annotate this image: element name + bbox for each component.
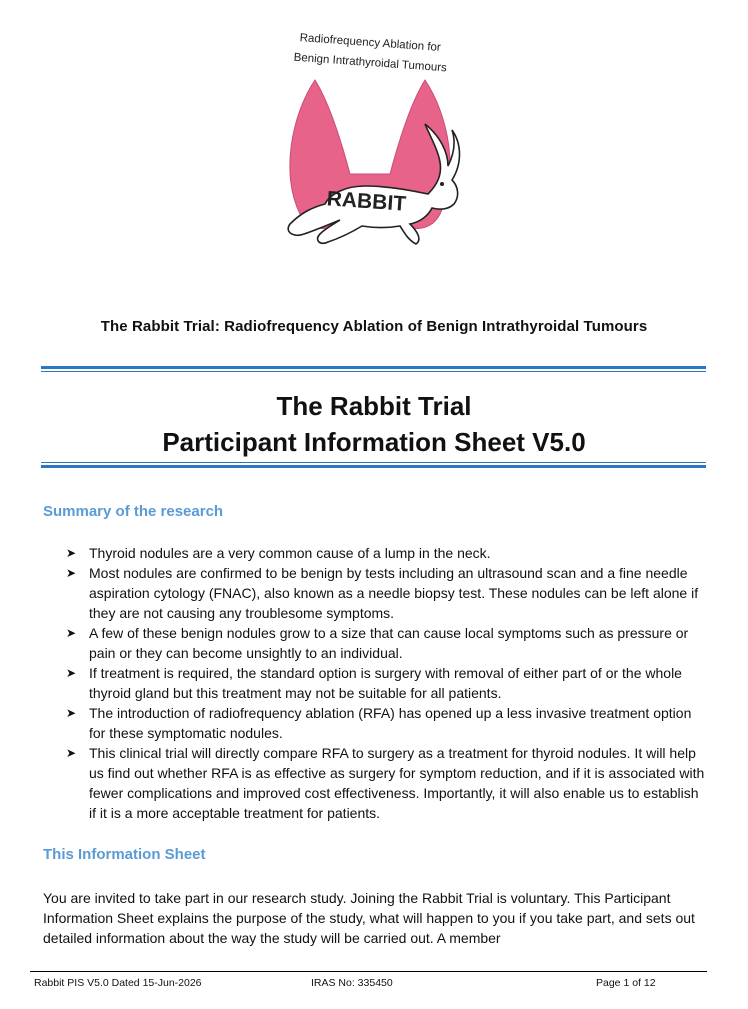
footer-version: Rabbit PIS V5.0 Dated 15-Jun-2026 [34, 977, 202, 989]
title-rule-top [41, 366, 706, 372]
summary-heading: Summary of the research [43, 503, 224, 520]
rabbit-eye [440, 182, 444, 186]
footer-page-number: Page 1 of 12 [596, 977, 656, 989]
document-title [0, 388, 748, 460]
arrowhead-bullet-icon: ➤ [66, 626, 77, 640]
document-title-line2: Participant Information Sheet V5.0 [162, 427, 586, 457]
arrowhead-bullet-icon: ➤ [66, 566, 77, 580]
list-item: ➤ A few of these benign nodules grow to a size that can cause local symptoms such as pressure or pain or they can become unsightly to an individual. [66, 625, 689, 661]
document-title-line1: The Rabbit Trial [276, 391, 472, 421]
arrowhead-bullet-icon: ➤ [66, 666, 77, 680]
footer-rule [30, 971, 707, 972]
arrowhead-bullet-icon: ➤ [66, 746, 77, 760]
list-item: ➤ Thyroid nodules are a very common cause of a lump in the neck. [66, 545, 491, 561]
list-item: ➤ Most nodules are confirmed to be benign by tests including an ultrasound scan and a fine needle aspiration cytology (FNAC), also known as a needle biopsy test. These nodules can be left alone if they are not causing any troublesome symptoms. [66, 565, 699, 621]
arrowhead-bullet-icon: ➤ [66, 546, 77, 560]
summary-bullet-list [66, 543, 706, 823]
list-item: ➤ This clinical trial will directly compare RFA to surgery as a treatment for thyroid nodules. It will help us find out whether RFA is as effective as surgery for symptom reduction, and if it is associated with fewer complications and improved cost effectiveness. Importantly, it will also enable us to establish if it is a more acceptable treatment for patients. [66, 745, 705, 821]
list-item: ➤ If treatment is required, the standard option is surgery with removal of either part of or the whole thyroid gland but this treatment may not be suitable for all patients. [66, 665, 682, 701]
logo-badge: RABBIT [326, 187, 407, 216]
footer-iras: IRAS No: 335450 [311, 977, 393, 989]
rabbit-trial-logo [270, 24, 470, 264]
logo-text-line2: Benign Intrathyroidal Tumours [293, 51, 448, 75]
info-sheet-heading: This Information Sheet [43, 846, 206, 863]
info-sheet-paragraph: You are invited to take part in our research study. Joining the Rabbit Trial is voluntary. This Participant Information Sheet explains the purpose of the study, what will happen to you if you take part, and sets out detailed information about the way the study will be carried out. A member [43, 890, 695, 946]
title-rule-bottom [41, 462, 706, 468]
document-subtitle: The Rabbit Trial: Radiofrequency Ablation of Benign Intrathyroidal Tumours [100, 318, 648, 335]
list-item: ➤ The introduction of radiofrequency ablation (RFA) has opened up a less invasive treatment option for these symptomatic nodules. [66, 705, 692, 741]
logo-text-line1: Radiofrequency Ablation for [299, 32, 442, 54]
arrowhead-bullet-icon: ➤ [66, 706, 77, 720]
